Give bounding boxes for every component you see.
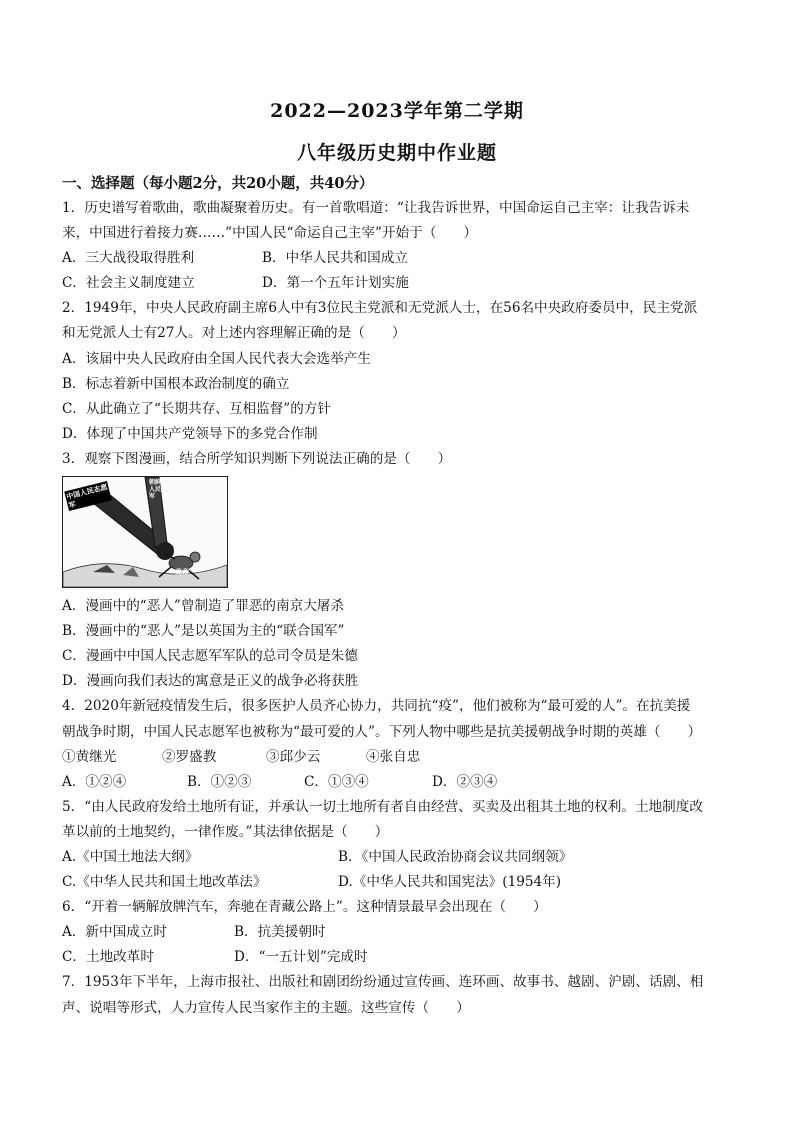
option-a[interactable]: A．新中国成立时 xyxy=(62,924,167,941)
option-row xyxy=(62,870,732,895)
option-row xyxy=(62,770,732,795)
option-c[interactable]: C．①③④ xyxy=(304,773,369,790)
option-a[interactable]: A．漫画中的“恶人”曾制造了罪恶的南京大屠杀 xyxy=(62,598,344,615)
question-stem-line: 来，中国进行着接力赛……”中国人民“命运自己主宰”开始于（ ） xyxy=(62,225,478,242)
exam-subject-title: 八年级历史期中作业题 xyxy=(296,142,497,164)
option-c[interactable]: C．社会主义制度建立 xyxy=(62,275,195,292)
hero-item: ④张自忠 xyxy=(366,748,421,765)
hero-item: ②罗盛教 xyxy=(162,748,217,765)
cartoon-label-volunteers: 中国人民志愿军 xyxy=(64,481,112,511)
question-stem-line: 3．观察下图漫画，结合所学知识判断下列说法正确的是（ ） xyxy=(62,450,452,467)
option-row xyxy=(62,271,732,296)
question-2 xyxy=(62,296,732,447)
hero-list xyxy=(62,745,732,770)
question-stem-line: 7．1953年下半年，上海市报社、出版社和剧团纷纷通过宣传画、连环画、故事书、越剧、沪剧、话剧、相 xyxy=(62,974,704,991)
exam-term-title: 2022—2023学年第二学期 xyxy=(270,100,524,122)
option-d[interactable]: D．第一个五年计划实施 xyxy=(262,275,409,292)
option-a[interactable]: A．①②④ xyxy=(62,773,127,790)
option-d[interactable]: D.《中华人民共和国宪法》(1954年) xyxy=(338,874,562,891)
question-5 xyxy=(62,795,732,895)
option-b[interactable]: B．中华人民共和国成立 xyxy=(262,250,408,267)
option-c[interactable]: C.《中华人民共和国土地改革法》 xyxy=(62,874,267,891)
option-c[interactable]: C．从此确立了“长期共存、互相监督”的方针 xyxy=(62,400,331,417)
question-4 xyxy=(62,694,732,794)
option-b[interactable]: B．抗美援朝时 xyxy=(234,924,326,941)
option-b[interactable]: B．①②③ xyxy=(187,773,252,790)
cartoon-label-enemy: 美帝 xyxy=(175,567,189,577)
option-d[interactable]: D．体现了中国共产党领导下的多党合作制 xyxy=(62,425,318,442)
question-1 xyxy=(62,196,732,296)
question-stem-line: 5．“由人民政府发给土地所有证，并承认一切土地所有者自由经营、买卖及出租其土地的权利。土地制度改 xyxy=(62,798,703,815)
option-row xyxy=(62,246,732,271)
cartoon-label-korean-army: 朝鲜人民军 xyxy=(149,479,162,501)
question-stem-line: 1．历史谱写着歌曲，歌曲凝聚着历史。有一首歌唱道：“让我告诉世界，中国命运自己主宰：让我告诉未 xyxy=(62,200,690,216)
question-3 xyxy=(62,447,732,694)
question-stem-line: 革以前的土地契约，一律作废。”其法律依据是（ ） xyxy=(62,823,389,840)
question-stem-line: 和无党派人士有27人。对上述内容理解正确的是（ ） xyxy=(62,325,406,342)
option-c[interactable]: C．漫画中中国人民志愿军军队的总司令员是朱德 xyxy=(62,648,358,665)
option-a[interactable]: A．三大战役取得胜利 xyxy=(62,250,195,267)
option-row xyxy=(62,920,732,945)
question-list xyxy=(62,196,732,1021)
question-7 xyxy=(62,970,732,1020)
hero-item: ③邱少云 xyxy=(266,748,321,765)
section-heading-choice: 一、选择题（每小题2分，共20小题，共40分） xyxy=(62,175,374,192)
option-d[interactable]: D．漫画向我们表达的寓意是正义的战争必将获胜 xyxy=(62,673,359,690)
option-a[interactable]: A.《中国土地法大纲》 xyxy=(62,848,199,865)
option-a[interactable]: A．该届中央人民政府由全国人民代表大会选举产生 xyxy=(62,350,371,367)
question-stem-line: 4．2020年新冠疫情发生后，很多医护人员齐心协力，共同抗“疫”，他们被称为“最可爱的人”。在抗美援 xyxy=(62,698,691,715)
option-d[interactable]: D．②③④ xyxy=(432,773,498,790)
question-stem-line: 朝战争时期，中国人民志愿军也被称为“最可爱的人”。下列人物中哪些是抗美援朝战争时期的英雄（ ） xyxy=(62,723,702,740)
question-stem-line: 6．“开着一辆解放牌汽车，奔驰在青藏公路上”。这种情景最早会出现在（ ） xyxy=(62,899,547,916)
question-6 xyxy=(62,895,732,970)
option-row xyxy=(62,845,732,870)
option-b[interactable]: B．标志着新中国根本政治制度的确立 xyxy=(62,375,290,392)
option-b[interactable]: B．漫画中的“恶人”是以英国为主的“联合国军” xyxy=(62,623,345,640)
political-cartoon-image xyxy=(62,476,228,588)
option-b[interactable]: B．《中国人民政治协商会议共同纲领》 xyxy=(338,848,573,865)
option-c[interactable]: C．土地改革时 xyxy=(62,949,154,966)
question-stem-line: 声、说唱等形式，人力宣传人民当家作主的主题。这些宣传（ ） xyxy=(62,999,470,1016)
option-row xyxy=(62,945,732,970)
question-stem-line: 2．1949年，中央人民政府副主席6人中有3位民主党派和无党派人士，在56名中央政府委员中，民主党派 xyxy=(62,300,698,317)
hero-item: ①黄继光 xyxy=(62,748,117,765)
option-d[interactable]: D．“一五计划”完成时 xyxy=(234,949,368,966)
